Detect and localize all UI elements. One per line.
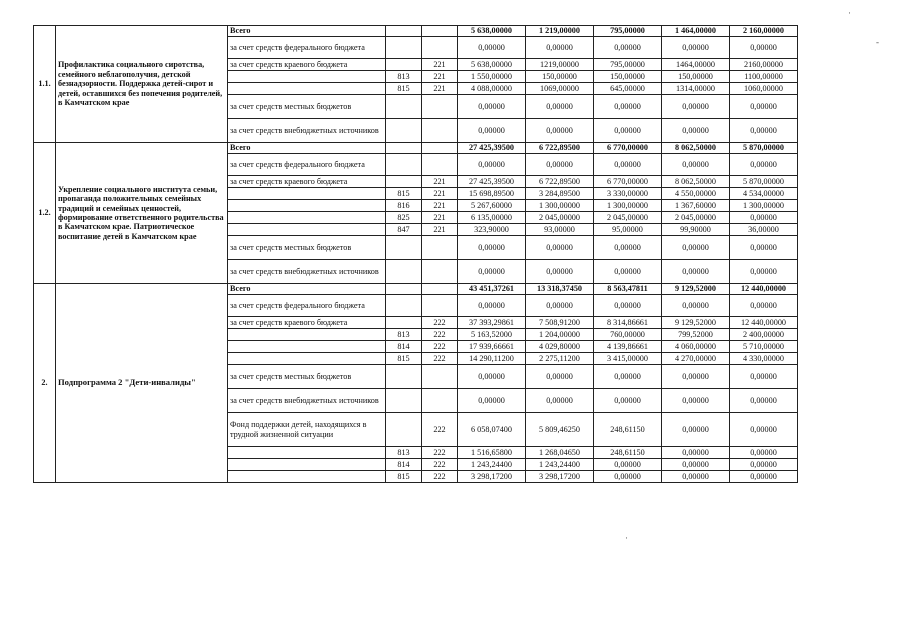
table-row	[34, 26, 798, 37]
amount-cell: 2 160,00000	[730, 26, 798, 37]
funding-source	[228, 471, 386, 483]
amount-cell: 0,00000	[526, 154, 594, 176]
amount-cell: 0,00000	[594, 236, 662, 260]
amount-cell: 5 638,00000	[458, 59, 526, 71]
article-code: 222	[422, 471, 458, 483]
amount-cell: 4 330,00000	[730, 353, 798, 365]
amount-cell: 2 045,00000	[594, 212, 662, 224]
amount-cell: 99,90000	[662, 224, 730, 236]
amount-cell: 1 268,04650	[526, 447, 594, 459]
amount-cell: 0,00000	[458, 365, 526, 389]
amount-cell: 0,00000	[594, 365, 662, 389]
amount-cell: 2 400,00000	[730, 329, 798, 341]
amount-cell: 0,00000	[730, 260, 798, 284]
amount-cell: 4 534,00000	[730, 188, 798, 200]
section-title: Профилактика социального сиротства, семейного неблагополучия, детской безнадзорности. Поддержка детей-сирот и детей, оставшихся без попечения родителей, в Камчатском крае	[56, 26, 228, 143]
article-code	[422, 295, 458, 317]
department-code	[386, 37, 422, 59]
amount-cell: 2 045,00000	[526, 212, 594, 224]
department-code: 815	[386, 471, 422, 483]
amount-cell: 0,00000	[730, 471, 798, 483]
amount-cell: 0,00000	[730, 389, 798, 413]
amount-cell: 27 425,39500	[458, 176, 526, 188]
amount-cell: 150,00000	[662, 71, 730, 83]
article-code	[422, 26, 458, 37]
funding-source	[228, 212, 386, 224]
article-code: 221	[422, 83, 458, 95]
amount-cell: 0,00000	[458, 295, 526, 317]
amount-cell: 6 058,07400	[458, 413, 526, 447]
amount-cell: 3 298,17200	[526, 471, 594, 483]
funding-source: Всего	[228, 26, 386, 37]
amount-cell: 5 710,00000	[730, 341, 798, 353]
amount-cell: 2 045,00000	[662, 212, 730, 224]
amount-cell: 5 809,46250	[526, 413, 594, 447]
amount-cell: 1 243,24400	[458, 459, 526, 471]
department-code: 816	[386, 200, 422, 212]
amount-cell: 8 563,47811	[594, 284, 662, 295]
funding-source: за счет средств краевого бюджета	[228, 59, 386, 71]
amount-cell: 3 298,17200	[458, 471, 526, 483]
amount-cell: 12 440,00000	[730, 317, 798, 329]
amount-cell: 0,00000	[730, 447, 798, 459]
funding-source: за счет средств краевого бюджета	[228, 317, 386, 329]
scan-speck: -	[876, 37, 879, 47]
amount-cell: 0,00000	[458, 389, 526, 413]
amount-cell: 4 088,00000	[458, 83, 526, 95]
funding-source: Фонд поддержки детей, находящихся в трудной жизненной ситуации	[228, 413, 386, 447]
funding-source: за счет средств внебюджетных источников	[228, 389, 386, 413]
amount-cell: 645,00000	[594, 83, 662, 95]
amount-cell: 1060,00000	[730, 83, 798, 95]
department-code: 814	[386, 459, 422, 471]
amount-cell: 0,00000	[662, 154, 730, 176]
department-code	[386, 260, 422, 284]
amount-cell: 0,00000	[526, 37, 594, 59]
amount-cell: 0,00000	[526, 95, 594, 119]
amount-cell: 1219,00000	[526, 59, 594, 71]
amount-cell: 8 062,50000	[662, 143, 730, 154]
department-code	[386, 154, 422, 176]
amount-cell: 5 870,00000	[730, 176, 798, 188]
amount-cell: 150,00000	[526, 71, 594, 83]
funding-source: за счет средств внебюджетных источников	[228, 260, 386, 284]
funding-source: за счет средств федерального бюджета	[228, 295, 386, 317]
amount-cell: 0,00000	[458, 236, 526, 260]
funding-source: за счет средств местных бюджетов	[228, 95, 386, 119]
amount-cell: 0,00000	[662, 236, 730, 260]
amount-cell: 3 284,89500	[526, 188, 594, 200]
amount-cell: 0,00000	[730, 236, 798, 260]
funding-source: за счет средств краевого бюджета	[228, 176, 386, 188]
article-code: 222	[422, 329, 458, 341]
department-code: 815	[386, 188, 422, 200]
amount-cell: 0,00000	[526, 236, 594, 260]
amount-cell: 1 300,00000	[526, 200, 594, 212]
amount-cell: 36,00000	[730, 224, 798, 236]
department-code: 813	[386, 71, 422, 83]
department-code	[386, 365, 422, 389]
amount-cell: 0,00000	[662, 459, 730, 471]
amount-cell: 0,00000	[662, 119, 730, 143]
article-code	[422, 143, 458, 154]
amount-cell: 9 129,52000	[662, 317, 730, 329]
article-code: 221	[422, 212, 458, 224]
amount-cell: 248,61150	[594, 413, 662, 447]
funding-source	[228, 224, 386, 236]
amount-cell: 1 300,00000	[594, 200, 662, 212]
amount-cell: 27 425,39500	[458, 143, 526, 154]
amount-cell: 6 770,00000	[594, 143, 662, 154]
article-code: 221	[422, 71, 458, 83]
section-number: 1.1.	[34, 26, 56, 143]
article-code: 222	[422, 353, 458, 365]
amount-cell: 5 163,52000	[458, 329, 526, 341]
funding-source	[228, 329, 386, 341]
amount-cell: 799,52000	[662, 329, 730, 341]
amount-cell: 14 290,11200	[458, 353, 526, 365]
funding-source	[228, 447, 386, 459]
funding-source	[228, 341, 386, 353]
amount-cell: 8 062,50000	[662, 176, 730, 188]
amount-cell: 13 318,37450	[526, 284, 594, 295]
amount-cell: 6 722,89500	[526, 143, 594, 154]
article-code	[422, 260, 458, 284]
article-code: 221	[422, 224, 458, 236]
amount-cell: 0,00000	[594, 37, 662, 59]
amount-cell: 1464,00000	[662, 59, 730, 71]
article-code: 221	[422, 188, 458, 200]
amount-cell: 0,00000	[594, 295, 662, 317]
amount-cell: 0,00000	[662, 260, 730, 284]
department-code	[386, 143, 422, 154]
amount-cell: 43 451,37261	[458, 284, 526, 295]
section-number: 1.2.	[34, 143, 56, 284]
amount-cell: 0,00000	[594, 154, 662, 176]
department-code	[386, 413, 422, 447]
department-code	[386, 26, 422, 37]
amount-cell: 0,00000	[526, 119, 594, 143]
amount-cell: 37 393,29861	[458, 317, 526, 329]
amount-cell: 4 550,00000	[662, 188, 730, 200]
amount-cell: 2160,00000	[730, 59, 798, 71]
table-row	[34, 284, 798, 295]
budget-table	[33, 25, 798, 483]
amount-cell: 4 029,80000	[526, 341, 594, 353]
amount-cell: 9 129,52000	[662, 284, 730, 295]
article-code: 222	[422, 341, 458, 353]
funding-source: Всего	[228, 143, 386, 154]
amount-cell: 0,00000	[662, 447, 730, 459]
amount-cell: 1 219,00000	[526, 26, 594, 37]
amount-cell: 8 314,86661	[594, 317, 662, 329]
amount-cell: 1 367,60000	[662, 200, 730, 212]
funding-source: за счет средств федерального бюджета	[228, 37, 386, 59]
amount-cell: 95,00000	[594, 224, 662, 236]
amount-cell: 0,00000	[662, 389, 730, 413]
amount-cell: 0,00000	[594, 119, 662, 143]
article-code	[422, 37, 458, 59]
article-code: 221	[422, 200, 458, 212]
department-code	[386, 119, 422, 143]
department-code: 847	[386, 224, 422, 236]
amount-cell: 0,00000	[730, 212, 798, 224]
amount-cell: 0,00000	[594, 95, 662, 119]
article-code	[422, 365, 458, 389]
table-row	[34, 143, 798, 154]
amount-cell: 7 508,91200	[526, 317, 594, 329]
article-code: 222	[422, 447, 458, 459]
amount-cell: 17 939,66661	[458, 341, 526, 353]
department-code	[386, 295, 422, 317]
funding-source	[228, 200, 386, 212]
amount-cell: 1 550,00000	[458, 71, 526, 83]
amount-cell: 2 275,11200	[526, 353, 594, 365]
amount-cell: 1314,00000	[662, 83, 730, 95]
amount-cell: 1 516,65800	[458, 447, 526, 459]
amount-cell: 15 698,89500	[458, 188, 526, 200]
amount-cell: 0,00000	[662, 471, 730, 483]
amount-cell: 323,90000	[458, 224, 526, 236]
department-code	[386, 389, 422, 413]
article-code: 222	[422, 459, 458, 471]
funding-source	[228, 188, 386, 200]
amount-cell: 4 060,00000	[662, 341, 730, 353]
amount-cell: 1100,00000	[730, 71, 798, 83]
amount-cell: 0,00000	[458, 95, 526, 119]
funding-source: Всего	[228, 284, 386, 295]
funding-source: за счет средств федерального бюджета	[228, 154, 386, 176]
amount-cell: 0,00000	[458, 260, 526, 284]
amount-cell: 4 270,00000	[662, 353, 730, 365]
department-code: 813	[386, 447, 422, 459]
department-code: 813	[386, 329, 422, 341]
amount-cell: 0,00000	[730, 37, 798, 59]
funding-source: за счет средств местных бюджетов	[228, 365, 386, 389]
amount-cell: 0,00000	[458, 154, 526, 176]
amount-cell: 0,00000	[594, 260, 662, 284]
funding-source	[228, 459, 386, 471]
department-code	[386, 95, 422, 119]
amount-cell: 4 139,86661	[594, 341, 662, 353]
amount-cell: 0,00000	[458, 119, 526, 143]
amount-cell: 0,00000	[526, 389, 594, 413]
amount-cell: 0,00000	[458, 37, 526, 59]
article-code	[422, 95, 458, 119]
amount-cell: 795,00000	[594, 26, 662, 37]
department-code: 814	[386, 341, 422, 353]
amount-cell: 0,00000	[526, 365, 594, 389]
amount-cell: 0,00000	[730, 365, 798, 389]
amount-cell: 0,00000	[662, 413, 730, 447]
amount-cell: 1069,00000	[526, 83, 594, 95]
department-code	[386, 176, 422, 188]
amount-cell: 0,00000	[662, 295, 730, 317]
article-code	[422, 236, 458, 260]
amount-cell: 93,00000	[526, 224, 594, 236]
amount-cell: 0,00000	[730, 413, 798, 447]
amount-cell: 248,61150	[594, 447, 662, 459]
article-code	[422, 154, 458, 176]
amount-cell: 0,00000	[730, 119, 798, 143]
amount-cell: 0,00000	[730, 459, 798, 471]
amount-cell: 6 722,89500	[526, 176, 594, 188]
amount-cell: 0,00000	[730, 95, 798, 119]
amount-cell: 0,00000	[662, 95, 730, 119]
amount-cell: 1 204,00000	[526, 329, 594, 341]
department-code	[386, 317, 422, 329]
department-code	[386, 284, 422, 295]
article-code	[422, 389, 458, 413]
amount-cell: 12 440,00000	[730, 284, 798, 295]
funding-source	[228, 353, 386, 365]
department-code: 815	[386, 353, 422, 365]
article-code: 222	[422, 317, 458, 329]
amount-cell: 0,00000	[526, 295, 594, 317]
funding-source: за счет средств местных бюджетов	[228, 236, 386, 260]
amount-cell: 1 300,00000	[730, 200, 798, 212]
amount-cell: 0,00000	[526, 260, 594, 284]
amount-cell: 760,00000	[594, 329, 662, 341]
article-code: 222	[422, 413, 458, 447]
article-code	[422, 284, 458, 295]
funding-source	[228, 71, 386, 83]
article-code: 221	[422, 59, 458, 71]
article-code: 221	[422, 176, 458, 188]
department-code	[386, 236, 422, 260]
amount-cell: 0,00000	[730, 295, 798, 317]
amount-cell: 0,00000	[594, 471, 662, 483]
amount-cell: 6 135,00000	[458, 212, 526, 224]
amount-cell: 795,00000	[594, 59, 662, 71]
article-code	[422, 119, 458, 143]
section-number: 2.	[34, 284, 56, 483]
amount-cell: 3 415,00000	[594, 353, 662, 365]
amount-cell: 1 243,24400	[526, 459, 594, 471]
section-title: Подпрограмма 2 "Дети-инвалиды"	[56, 284, 228, 483]
scan-speck: ·	[848, 8, 851, 18]
amount-cell: 5 870,00000	[730, 143, 798, 154]
amount-cell: 0,00000	[594, 389, 662, 413]
section-title: Укрепление социального института семьи, пропаганда положительных семейных традиций и семейных ценностей, формирование ответственного родительства в Камчатском крае. Патриотическое воспитание детей в Камчатском крае	[56, 143, 228, 284]
amount-cell: 150,00000	[594, 71, 662, 83]
amount-cell: 6 770,00000	[594, 176, 662, 188]
amount-cell: 1 464,00000	[662, 26, 730, 37]
amount-cell: 0,00000	[662, 37, 730, 59]
funding-source	[228, 83, 386, 95]
department-code	[386, 59, 422, 71]
amount-cell: 0,00000	[594, 459, 662, 471]
funding-source: за счет средств внебюджетных источников	[228, 119, 386, 143]
scan-speck: ·	[625, 533, 628, 543]
amount-cell: 3 330,00000	[594, 188, 662, 200]
amount-cell: 0,00000	[730, 154, 798, 176]
amount-cell: 5 638,00000	[458, 26, 526, 37]
department-code: 815	[386, 83, 422, 95]
department-code: 825	[386, 212, 422, 224]
amount-cell: 5 267,60000	[458, 200, 526, 212]
amount-cell: 0,00000	[662, 365, 730, 389]
